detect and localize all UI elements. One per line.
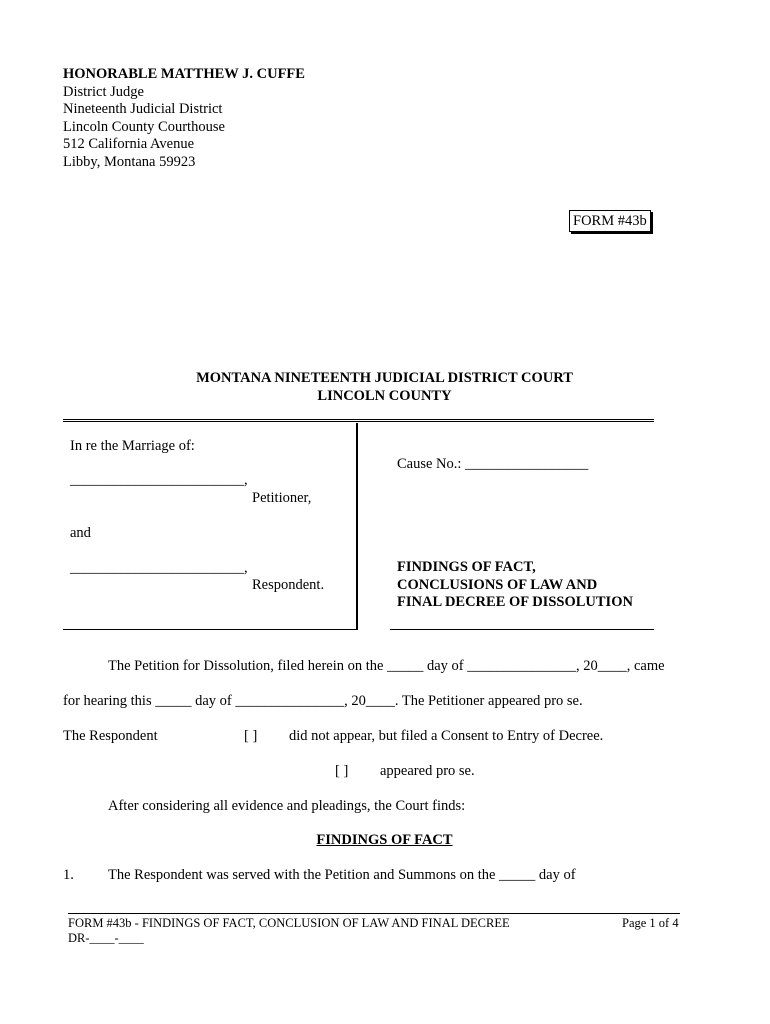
- appeared-option-text: appeared pro se.: [380, 763, 475, 779]
- court-heading: [63, 370, 706, 405]
- respondent-label: Respondent.: [252, 577, 325, 593]
- and-label: and: [70, 525, 91, 541]
- document-title: [397, 559, 633, 612]
- page-number: Page 1 of 4: [622, 916, 679, 930]
- judge-header: [63, 66, 305, 171]
- judge-line: Lincoln County Courthouse: [63, 118, 225, 135]
- caption-bottom-rule-right: [390, 629, 654, 630]
- document-title-line: FINAL DECREE OF DISSOLUTION: [397, 594, 633, 610]
- item-number: 1.: [63, 867, 74, 883]
- item-text: The Respondent was served with the Petition and Summons on the _____ day of: [108, 867, 576, 883]
- consent-checkbox: [ ]: [244, 728, 258, 744]
- court-name: MONTANA NINETEENTH JUDICIAL DISTRICT COURT: [196, 370, 573, 386]
- petition-paragraph: The Petition for Dissolution, filed herein on the _____ day of _______________, 20____, came: [108, 658, 665, 674]
- court-county: LINCOLN COUNTY: [317, 387, 452, 404]
- appeared-checkbox: [ ]: [335, 763, 349, 779]
- caption-divider: [356, 423, 358, 630]
- judge-name: HONORABLE MATTHEW J. CUFFE: [63, 66, 305, 82]
- footer-left: [68, 916, 510, 946]
- petitioner-name-field: ________________________,: [70, 472, 248, 488]
- court-finds-paragraph: After considering all evidence and pleadings, the Court finds:: [108, 798, 466, 814]
- respondent-name-field: ________________________,: [70, 560, 248, 576]
- footer-rule: [68, 913, 680, 914]
- in-re-label: In re the Marriage of:: [70, 438, 195, 454]
- caption-top-rule: [63, 419, 654, 422]
- hearing-paragraph: for hearing this _____ day of _______________, 20____. The Petitioner appeared pro se.: [63, 693, 583, 709]
- footer-case-number: DR-____-____: [68, 931, 144, 945]
- judge-line: Nineteenth Judicial District: [63, 101, 223, 117]
- judge-line: Libby, Montana 59923: [63, 153, 196, 170]
- findings-heading: FINDINGS OF FACT: [316, 832, 453, 848]
- caption-bottom-rule-left: [63, 629, 357, 630]
- judge-line: 512 California Avenue: [63, 136, 195, 152]
- cause-number-field: Cause No.: _________________: [397, 456, 589, 472]
- consent-option-text: did not appear, but filed a Consent to Entry of Decree.: [289, 728, 604, 744]
- respondent-label-body: The Respondent: [63, 728, 158, 744]
- petitioner-label: Petitioner,: [252, 490, 312, 506]
- form-label-box: FORM #43b: [569, 210, 651, 232]
- document-title-line: FINDINGS OF FACT,: [397, 559, 536, 575]
- footer-form-title: FORM #43b - FINDINGS OF FACT, CONCLUSION OF LAW AND FINAL DECREE: [68, 916, 510, 930]
- judge-line: District Judge: [63, 83, 144, 100]
- document-title-line: CONCLUSIONS OF LAW AND: [397, 576, 598, 593]
